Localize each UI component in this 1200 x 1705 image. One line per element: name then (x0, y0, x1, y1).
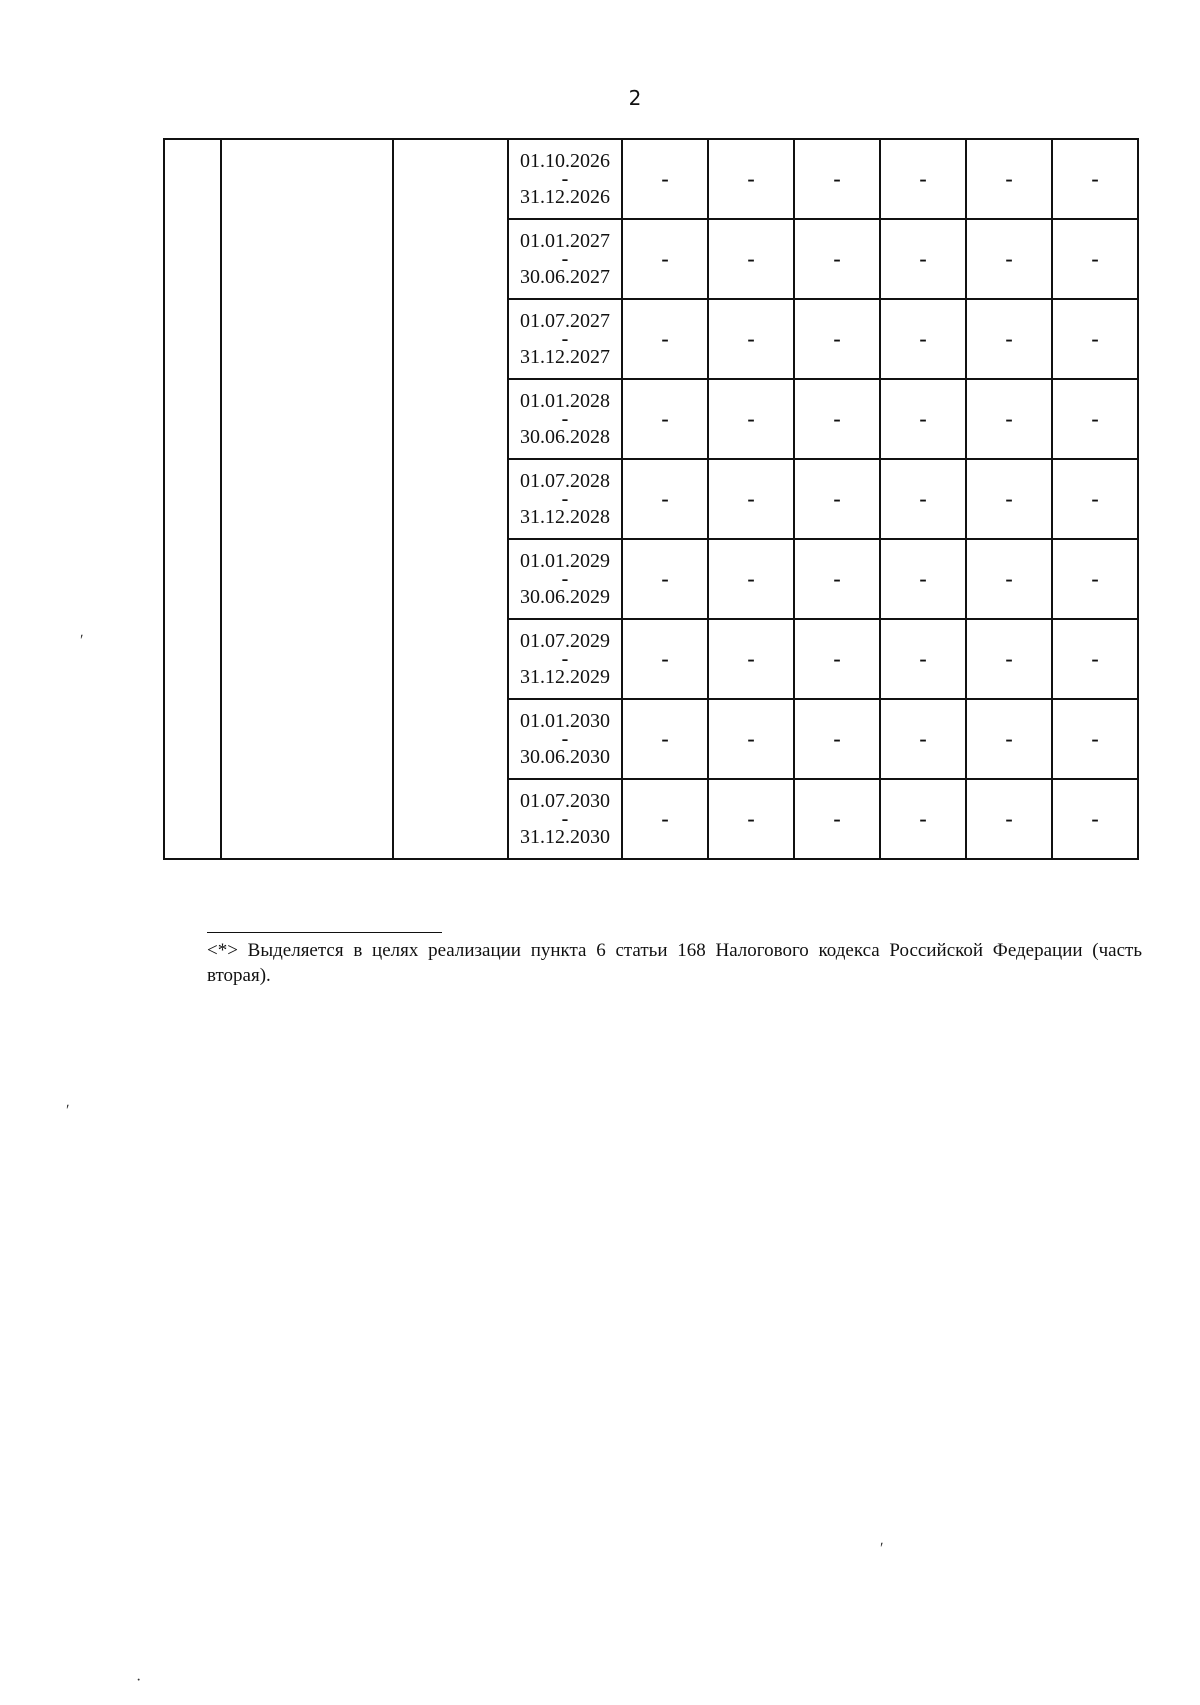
value-text: - (1005, 486, 1013, 511)
period-start: 01.07.2028 (520, 470, 610, 492)
value-cell (622, 379, 708, 459)
scan-speck: ʹ (880, 1540, 884, 1557)
value-text: - (1091, 246, 1099, 271)
value-cell (708, 459, 794, 539)
value-cell (966, 779, 1052, 859)
table-row (164, 139, 1138, 219)
value-cell (622, 779, 708, 859)
value-text: - (661, 806, 669, 831)
value-cell (622, 619, 708, 699)
value-text: - (747, 326, 755, 351)
value-cell (880, 379, 966, 459)
value-cell (880, 699, 966, 779)
value-cell (1052, 299, 1138, 379)
value-text: - (1091, 806, 1099, 831)
value-text: - (1091, 646, 1099, 671)
value-text: - (661, 166, 669, 191)
period-start: 01.01.2030 (520, 710, 610, 732)
value-text: - (919, 326, 927, 351)
value-text: - (661, 406, 669, 431)
value-cell (1052, 459, 1138, 539)
value-text: - (919, 646, 927, 671)
value-text: - (1005, 326, 1013, 351)
value-text: - (1091, 486, 1099, 511)
period-separator: - (561, 568, 569, 590)
period-end: 30.06.2030 (520, 746, 610, 768)
value-text: - (1005, 806, 1013, 831)
value-cell (622, 299, 708, 379)
value-cell (622, 699, 708, 779)
value-cell (1052, 219, 1138, 299)
value-cell (622, 459, 708, 539)
value-text: - (1091, 166, 1099, 191)
value-cell (708, 779, 794, 859)
period-start: 01.01.2028 (520, 390, 610, 412)
period-cell (508, 779, 622, 859)
value-cell (880, 459, 966, 539)
value-cell (622, 219, 708, 299)
value-text: - (1005, 166, 1013, 191)
period-end: 31.12.2027 (520, 346, 610, 368)
value-cell (1052, 139, 1138, 219)
value-text: - (661, 566, 669, 591)
period-cell (508, 379, 622, 459)
value-cell (966, 299, 1052, 379)
period-end: 31.12.2028 (520, 506, 610, 528)
period-cell (508, 699, 622, 779)
period-start: 01.10.2026 (520, 150, 610, 172)
value-text: - (833, 646, 841, 671)
value-cell (880, 779, 966, 859)
value-cell (1052, 379, 1138, 459)
value-text: - (1091, 406, 1099, 431)
period-end: 31.12.2030 (520, 826, 610, 848)
period-separator: - (561, 648, 569, 670)
period-cell (508, 539, 622, 619)
schedule-table-body (164, 139, 1138, 859)
value-text: - (747, 566, 755, 591)
footnote-separator (207, 932, 442, 933)
period-start: 01.01.2029 (520, 550, 610, 572)
name-cell (221, 139, 393, 859)
value-cell (708, 139, 794, 219)
value-cell (880, 539, 966, 619)
value-cell (794, 219, 880, 299)
period-start: 01.01.2027 (520, 230, 610, 252)
value-cell (794, 779, 880, 859)
value-text: - (747, 646, 755, 671)
value-text: - (661, 486, 669, 511)
period-end: 30.06.2027 (520, 266, 610, 288)
value-text: - (1005, 246, 1013, 271)
value-text: - (1091, 566, 1099, 591)
value-cell (966, 379, 1052, 459)
value-text: - (747, 806, 755, 831)
value-text: - (833, 326, 841, 351)
value-cell (966, 459, 1052, 539)
value-cell (1052, 539, 1138, 619)
value-cell (708, 539, 794, 619)
value-cell (1052, 619, 1138, 699)
value-cell (708, 299, 794, 379)
value-text: - (661, 246, 669, 271)
period-separator: - (561, 808, 569, 830)
period-separator: - (561, 168, 569, 190)
value-text: - (1091, 326, 1099, 351)
period-start: 01.07.2030 (520, 790, 610, 812)
value-text: - (1005, 726, 1013, 751)
value-cell (794, 619, 880, 699)
value-cell (966, 619, 1052, 699)
period-start: 01.07.2027 (520, 310, 610, 332)
value-text: - (833, 166, 841, 191)
scan-speck: ʹ (80, 632, 84, 649)
period-end: 30.06.2029 (520, 586, 610, 608)
value-cell (880, 619, 966, 699)
period-cell (508, 299, 622, 379)
value-cell (794, 539, 880, 619)
value-text: - (1005, 406, 1013, 431)
value-text: - (1005, 646, 1013, 671)
value-text: - (833, 486, 841, 511)
value-text: - (919, 726, 927, 751)
period-end: 31.12.2029 (520, 666, 610, 688)
value-text: - (919, 806, 927, 831)
value-text: - (919, 246, 927, 271)
scan-speck: · (136, 1672, 142, 1689)
value-text: - (661, 326, 669, 351)
value-text: - (833, 806, 841, 831)
value-cell (794, 379, 880, 459)
value-text: - (919, 406, 927, 431)
value-text: - (747, 726, 755, 751)
value-text: - (833, 246, 841, 271)
period-separator: - (561, 488, 569, 510)
schedule-table (163, 138, 1139, 860)
value-cell (708, 379, 794, 459)
value-text: - (747, 486, 755, 511)
period-end: 30.06.2028 (520, 426, 610, 448)
value-cell (1052, 699, 1138, 779)
value-cell (880, 219, 966, 299)
value-cell (708, 219, 794, 299)
period-cell (508, 619, 622, 699)
value-text: - (747, 166, 755, 191)
period-start: 01.07.2029 (520, 630, 610, 652)
value-cell (622, 539, 708, 619)
value-cell (1052, 779, 1138, 859)
value-text: - (747, 246, 755, 271)
page-number: 2 (628, 86, 642, 110)
scan-speck: ʹ (66, 1102, 70, 1119)
value-cell (880, 139, 966, 219)
value-cell (966, 139, 1052, 219)
value-text: - (919, 566, 927, 591)
value-text: - (833, 566, 841, 591)
value-cell (794, 699, 880, 779)
period-end: 31.12.2026 (520, 186, 610, 208)
value-text: - (833, 726, 841, 751)
period-cell (508, 219, 622, 299)
period-separator: - (561, 248, 569, 270)
period-separator: - (561, 328, 569, 350)
value-cell (622, 139, 708, 219)
value-text: - (833, 406, 841, 431)
value-cell (794, 459, 880, 539)
value-cell (880, 299, 966, 379)
period-separator: - (561, 728, 569, 750)
value-cell (794, 139, 880, 219)
value-text: - (1091, 726, 1099, 751)
value-cell (708, 619, 794, 699)
footnote-text: <*> Выделяется в целях реализации пункта 6 статьи 168 Налогового кодекса Российской Федерации (часть вторая). (207, 940, 1142, 986)
period-cell (508, 139, 622, 219)
value-cell (966, 699, 1052, 779)
row-number-cell (164, 139, 221, 859)
period-separator: - (561, 408, 569, 430)
description-cell (393, 139, 508, 859)
value-text: - (919, 166, 927, 191)
value-text: - (661, 726, 669, 751)
value-text: - (1005, 566, 1013, 591)
value-cell (794, 299, 880, 379)
value-text: - (661, 646, 669, 671)
value-text: - (747, 406, 755, 431)
period-cell (508, 459, 622, 539)
value-cell (966, 219, 1052, 299)
value-cell (708, 699, 794, 779)
value-cell (966, 539, 1052, 619)
value-text: - (919, 486, 927, 511)
